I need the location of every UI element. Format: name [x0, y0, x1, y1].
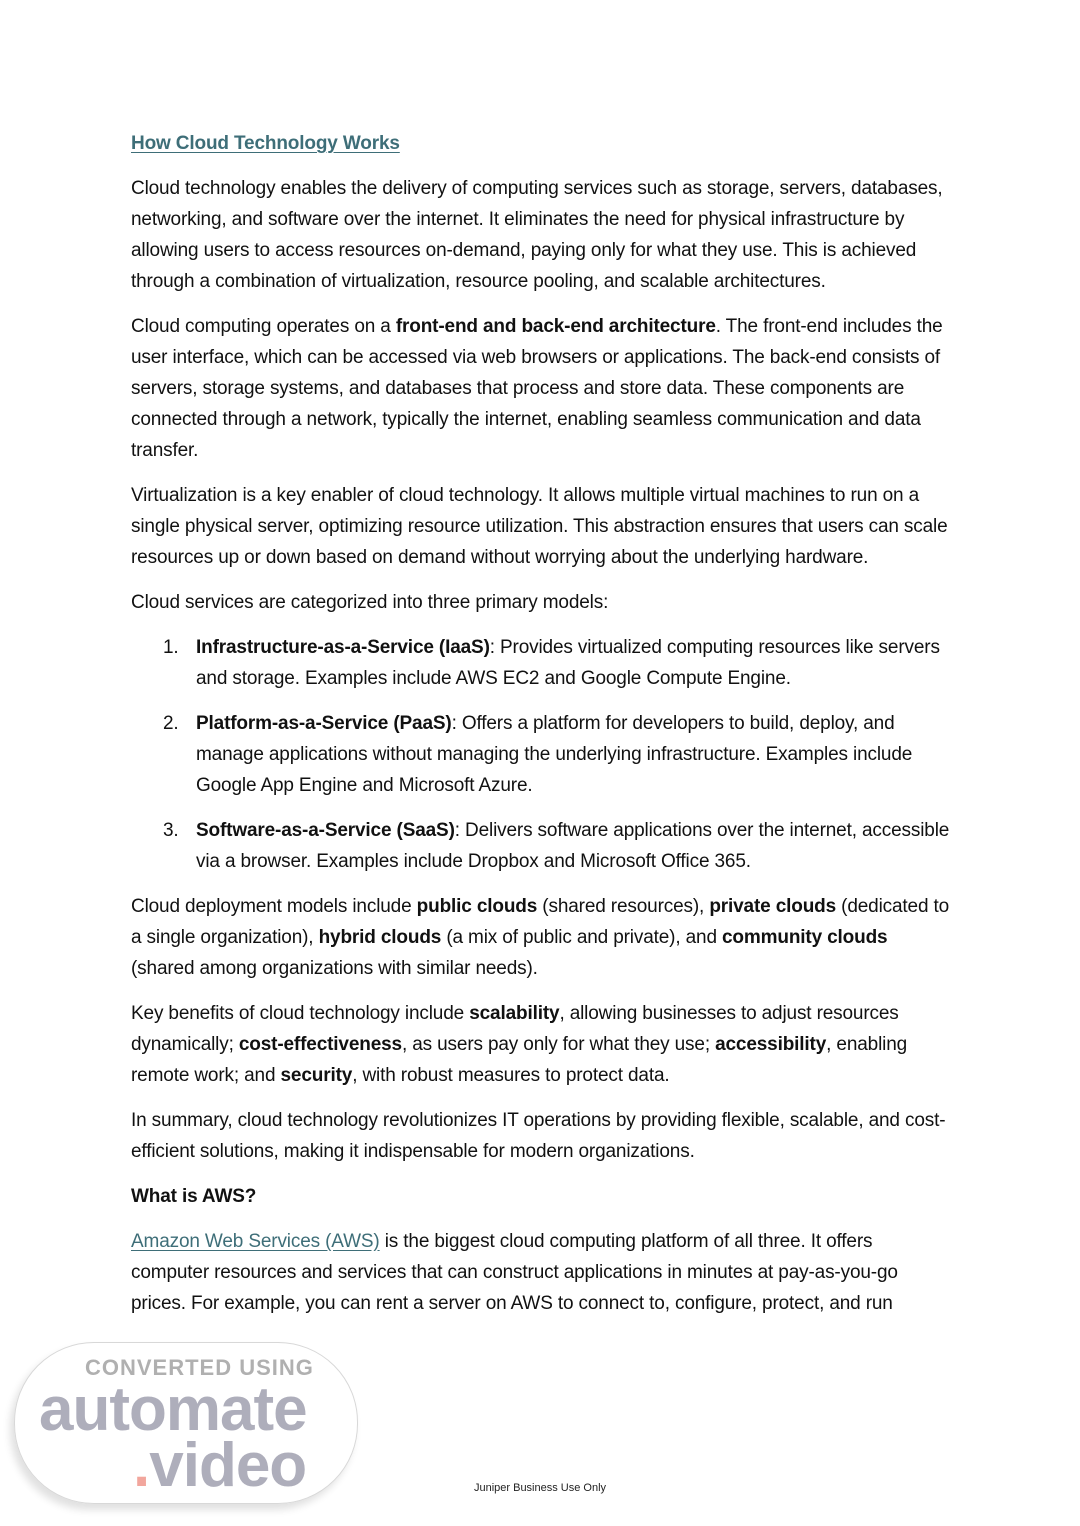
aws-link[interactable]: Amazon Web Services (AWS) [131, 1231, 380, 1252]
list-item [131, 708, 951, 801]
text-run: (shared resources), [537, 896, 710, 917]
bold-term: Infrastructure-as-a-Service (IaaS) [196, 637, 490, 658]
list-description: : Provides virtualized computing resources like servers and storage. Examples include AWS EC2 and Google Compute Engine. [196, 637, 940, 689]
text-run: Cloud computing operates on a [131, 316, 396, 337]
text-run: Key benefits of cloud technology include [131, 1003, 470, 1024]
bold-term: cost-effectiveness [238, 1034, 402, 1055]
bold-term: public clouds [416, 896, 538, 917]
watermark-automate-text: automate [39, 1375, 307, 1444]
watermark-converted-text: CONVERTED USING [85, 1355, 314, 1380]
bold-term: accessibility [715, 1034, 827, 1055]
text-run: , as users pay only for what they use; [401, 1034, 716, 1055]
list-item [131, 632, 951, 694]
text-run: (dedicated to a single organization), [131, 896, 950, 948]
paragraph-deployment [131, 891, 951, 984]
bold-term: community clouds [722, 927, 888, 948]
bold-term: Software-as-a-Service (SaaS) [196, 820, 455, 841]
list-number: 1. [163, 637, 179, 658]
watermark-dot: . [133, 1431, 150, 1500]
list-description: : Offers a platform for developers to build, deploy, and manage applications without managing the underlying infrastructure. Examples include Google App Engine and Microsoft Azure. [196, 713, 913, 796]
bold-term: front-end and back-end architecture [395, 316, 716, 337]
bold-term: scalability [469, 1003, 560, 1024]
bold-term: Platform-as-a-Service (PaaS) [196, 713, 452, 734]
paragraph-models-intro: Cloud services are categorized into three primary models: [131, 592, 609, 613]
list-number: 3. [163, 820, 179, 841]
text-run: (shared among organizations with similar needs). [131, 958, 538, 979]
aws-heading: What is AWS? [131, 1186, 257, 1207]
bold-term: security [280, 1065, 353, 1086]
watermark-video-word: video [149, 1431, 307, 1500]
paragraph-summary: In summary, cloud technology revolutionizes IT operations by providing flexible, scalable, and cost-efficient solutions, making it indispensable for modern organizations. [131, 1110, 946, 1162]
text-run: Cloud deployment models include [131, 896, 417, 917]
text-run: . The front-end includes the user interface, which can be accessed via web browsers or applications. The back-end consists of servers, storage systems, and databases that process and store data. These components are connected through a network, typically the internet, enabling seamless communication and data transfer. [131, 316, 943, 461]
list-item [131, 815, 951, 877]
text-run: is the biggest cloud computing platform of all three. It offers computer resources and services that can construct applications in minutes at pay-as-you-go prices. For example, you can rent a server on AWS to connect to, configure, protect, and run [131, 1231, 898, 1314]
text-run: , enabling remote work; and [131, 1034, 908, 1086]
text-run: , allowing businesses to adjust resources dynamically; [131, 1003, 899, 1055]
paragraph-aws [131, 1226, 951, 1319]
text-run: , with robust measures to protect data. [352, 1065, 670, 1086]
watermark-badge [14, 1342, 358, 1504]
list-description: : Delivers software applications over the internet, accessible via a browser. Examples include Dropbox and Microsoft Office 365. [196, 820, 950, 872]
paragraph-benefits [131, 998, 951, 1091]
paragraph-architecture [131, 311, 951, 466]
list-number: 2. [163, 713, 179, 734]
bold-term: private clouds [709, 896, 837, 917]
paragraph-intro: Cloud technology enables the delivery of computing services such as storage, servers, databases, networking, and software over the internet. It eliminates the need for physical infrastructure by allowing users to access resources on-demand, paying only for what they use. This is achieved through a combination of virtualization, resource pooling, and scalable architectures. [131, 178, 943, 292]
paragraph-virtualization: Virtualization is a key enabler of cloud technology. It allows multiple virtual machines to run on a single physical server, optimizing resource utilization. This abstraction ensures that users can scale resources up or down based on demand without worrying about the underlying hardware. [131, 485, 948, 568]
section-heading-link[interactable]: How Cloud Technology Works [131, 133, 400, 154]
text-run: (a mix of public and private), and [441, 927, 723, 948]
service-models-list [131, 632, 951, 877]
footer-classification: Juniper Business Use Only [473, 1482, 607, 1494]
document-page [131, 128, 951, 1333]
bold-term: hybrid clouds [318, 927, 442, 948]
